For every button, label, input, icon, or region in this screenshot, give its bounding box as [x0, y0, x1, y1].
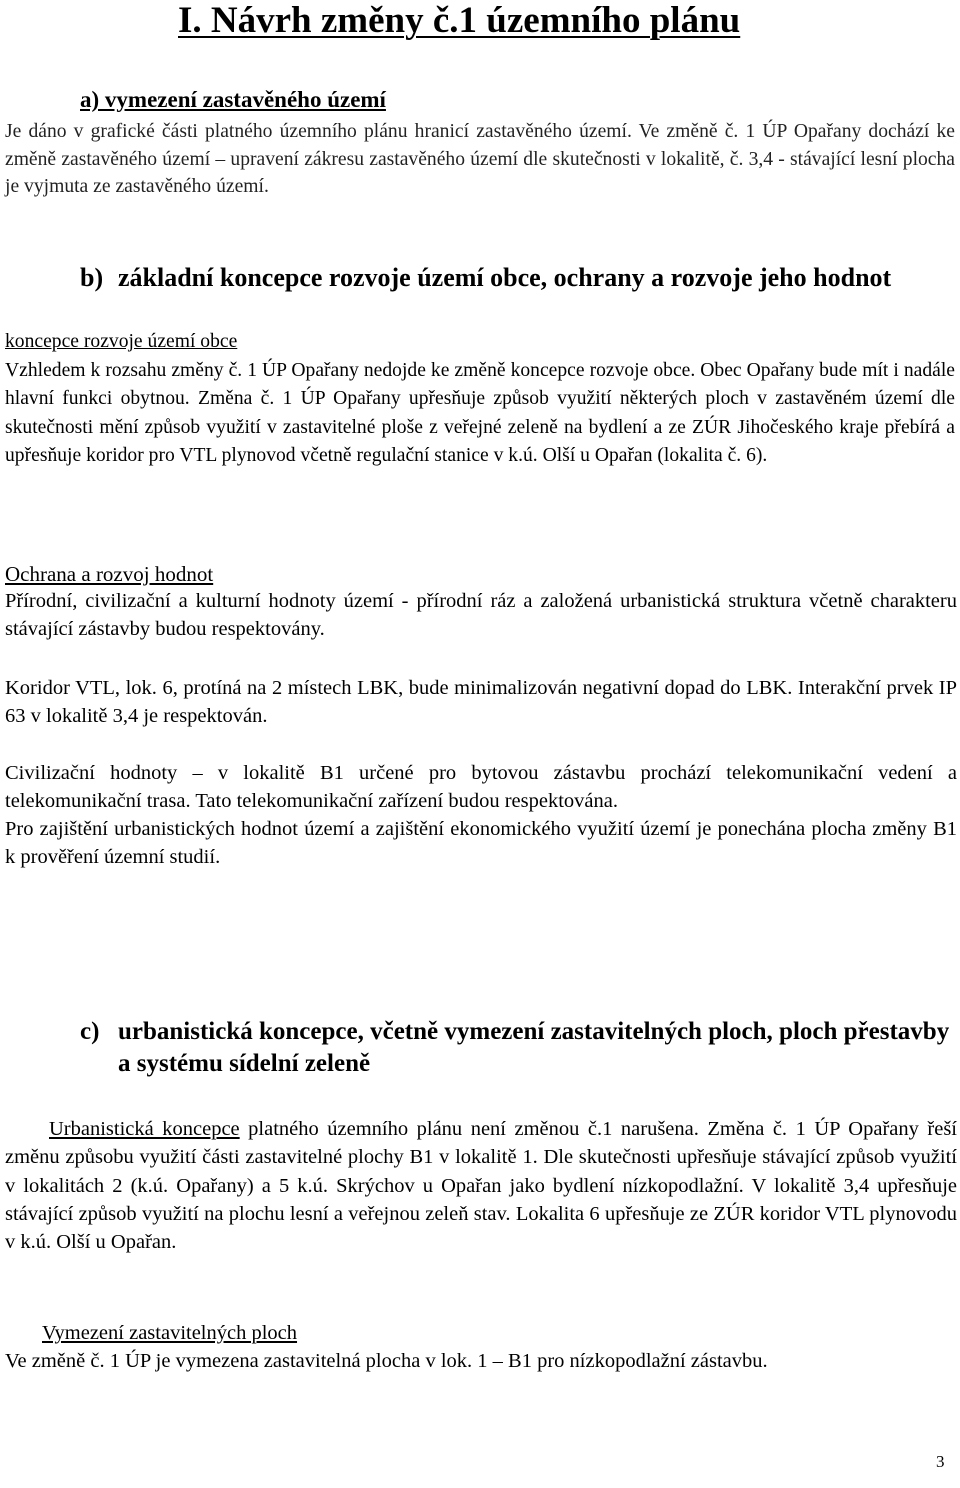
page-title: I. Návrh změny č.1 územního plánu [178, 0, 741, 41]
section-c-number: c) [80, 1018, 100, 1045]
section-b-values-text: Přírodní, civilizační a kulturní hodnoty území - přírodní ráz a založená urbanistická struktura včetně charakteru stávající zástavby budou respektovány. [5, 590, 957, 640]
section-c-urban-concept-text: platného územního plánu není změnou č.1 narušena. Změna č. 1 ÚP Opařany řeší změnu způsobu využití části zastavitelné plochy B1 v lokalitě 1. Dle skutečnosti upřesňuje stávající způsob využití v lokalitách 2 (k.ú. Opařany) a 5 k.ú. Skrýchov u Opařan jako bydlení nízkopodlažní. V lokalitě 3,4 upřesňuje stávající způsob využití na plochu lesní a veřejnou zeleň stav. Lokalita 6 upřesňuje ze ZÚR koridor VTL plynovodu v k.ú. Olší u Opařan. [5, 1118, 957, 1254]
section-b-corridor-text: Koridor VTL, lok. 6, protíná na 2 místech LBK, bude minimalizován negativní dopad do LBK. Interakční prvek IP 63 v lokalitě 3,4 je respektován. [5, 677, 957, 727]
section-c-buildable-text: Ve změně č. 1 ÚP je vymezena zastavitelná plocha v lok. 1 – B1 pro nízkopodlažní zástavbu. [5, 1350, 768, 1373]
section-c-subheading-urban-concept: Urbanistická koncepce [49, 1118, 240, 1140]
section-b-heading [80, 262, 956, 294]
section-c-title: urbanistická koncepce, včetně vymezení zastavitelných ploch, ploch přestavby a systému sídelní zeleně [118, 1018, 950, 1077]
section-c-urban-concept-paragraph [5, 1115, 957, 1256]
section-b-subheading-concept: koncepce rozvoje území obce [5, 331, 238, 352]
section-a-text: Je dáno v grafické části platného územního plánu hranicí zastavěného území. Ve změně č. 1 ÚP Opařany dochází ke změně zastavěného území – upravení zákresu zastavěného území dle skutečnosti v lokalitě, č. 3,4 - stávající lesní plocha je vyjmuta ze zastavěného území. [5, 121, 955, 197]
section-b-number: b) [80, 263, 104, 292]
page-number: 3 [936, 1452, 945, 1471]
section-c-heading [80, 1016, 956, 1080]
section-b-subheading-values: Ochrana a rozvoj hodnot [5, 562, 214, 586]
section-c-buildable-block [5, 1319, 957, 1376]
section-c-subheading-buildable: Vymezení zastavitelných ploch [42, 1322, 298, 1344]
section-b-civil-values-text: Civilizační hodnoty – v lokalitě B1 určené pro bytovou zástavbu prochází telekomunikační vedení a telekomunikační trasa. Tato telekomunikační zařízení budou respektována. [5, 762, 957, 812]
section-b-concept-text: Vzhledem k rozsahu změny č. 1 ÚP Opařany nedojde ke změně koncepce rozvoje obce. Obec Opařany bude mít i nadále hlavní funkci obytnou. Změna č. 1 ÚP Opařany upřesňuje způsob využití některých ploch v zastavěném území dle skutečnosti mění způsob využití v zastavitelné ploše z veřejné zeleně na bydlení a ze ZÚR Jihočeského kraje přebírá a upřesňuje koridor pro VTL plynovod včetně regulační stanice v k.ú. Olší u Opařan (lokalita č. 6). [5, 360, 955, 467]
section-a-heading: a) vymezení zastavěného území [80, 87, 386, 112]
section-b-title: základní koncepce rozvoje území obce, ochrany a rozvoje jeho hodnot [118, 263, 892, 292]
section-b-urban-values-text: Pro zajištění urbanistických hodnot území a zajištění ekonomického využití území je ponechána plocha změny B1 k prověření územní studií. [5, 818, 957, 868]
